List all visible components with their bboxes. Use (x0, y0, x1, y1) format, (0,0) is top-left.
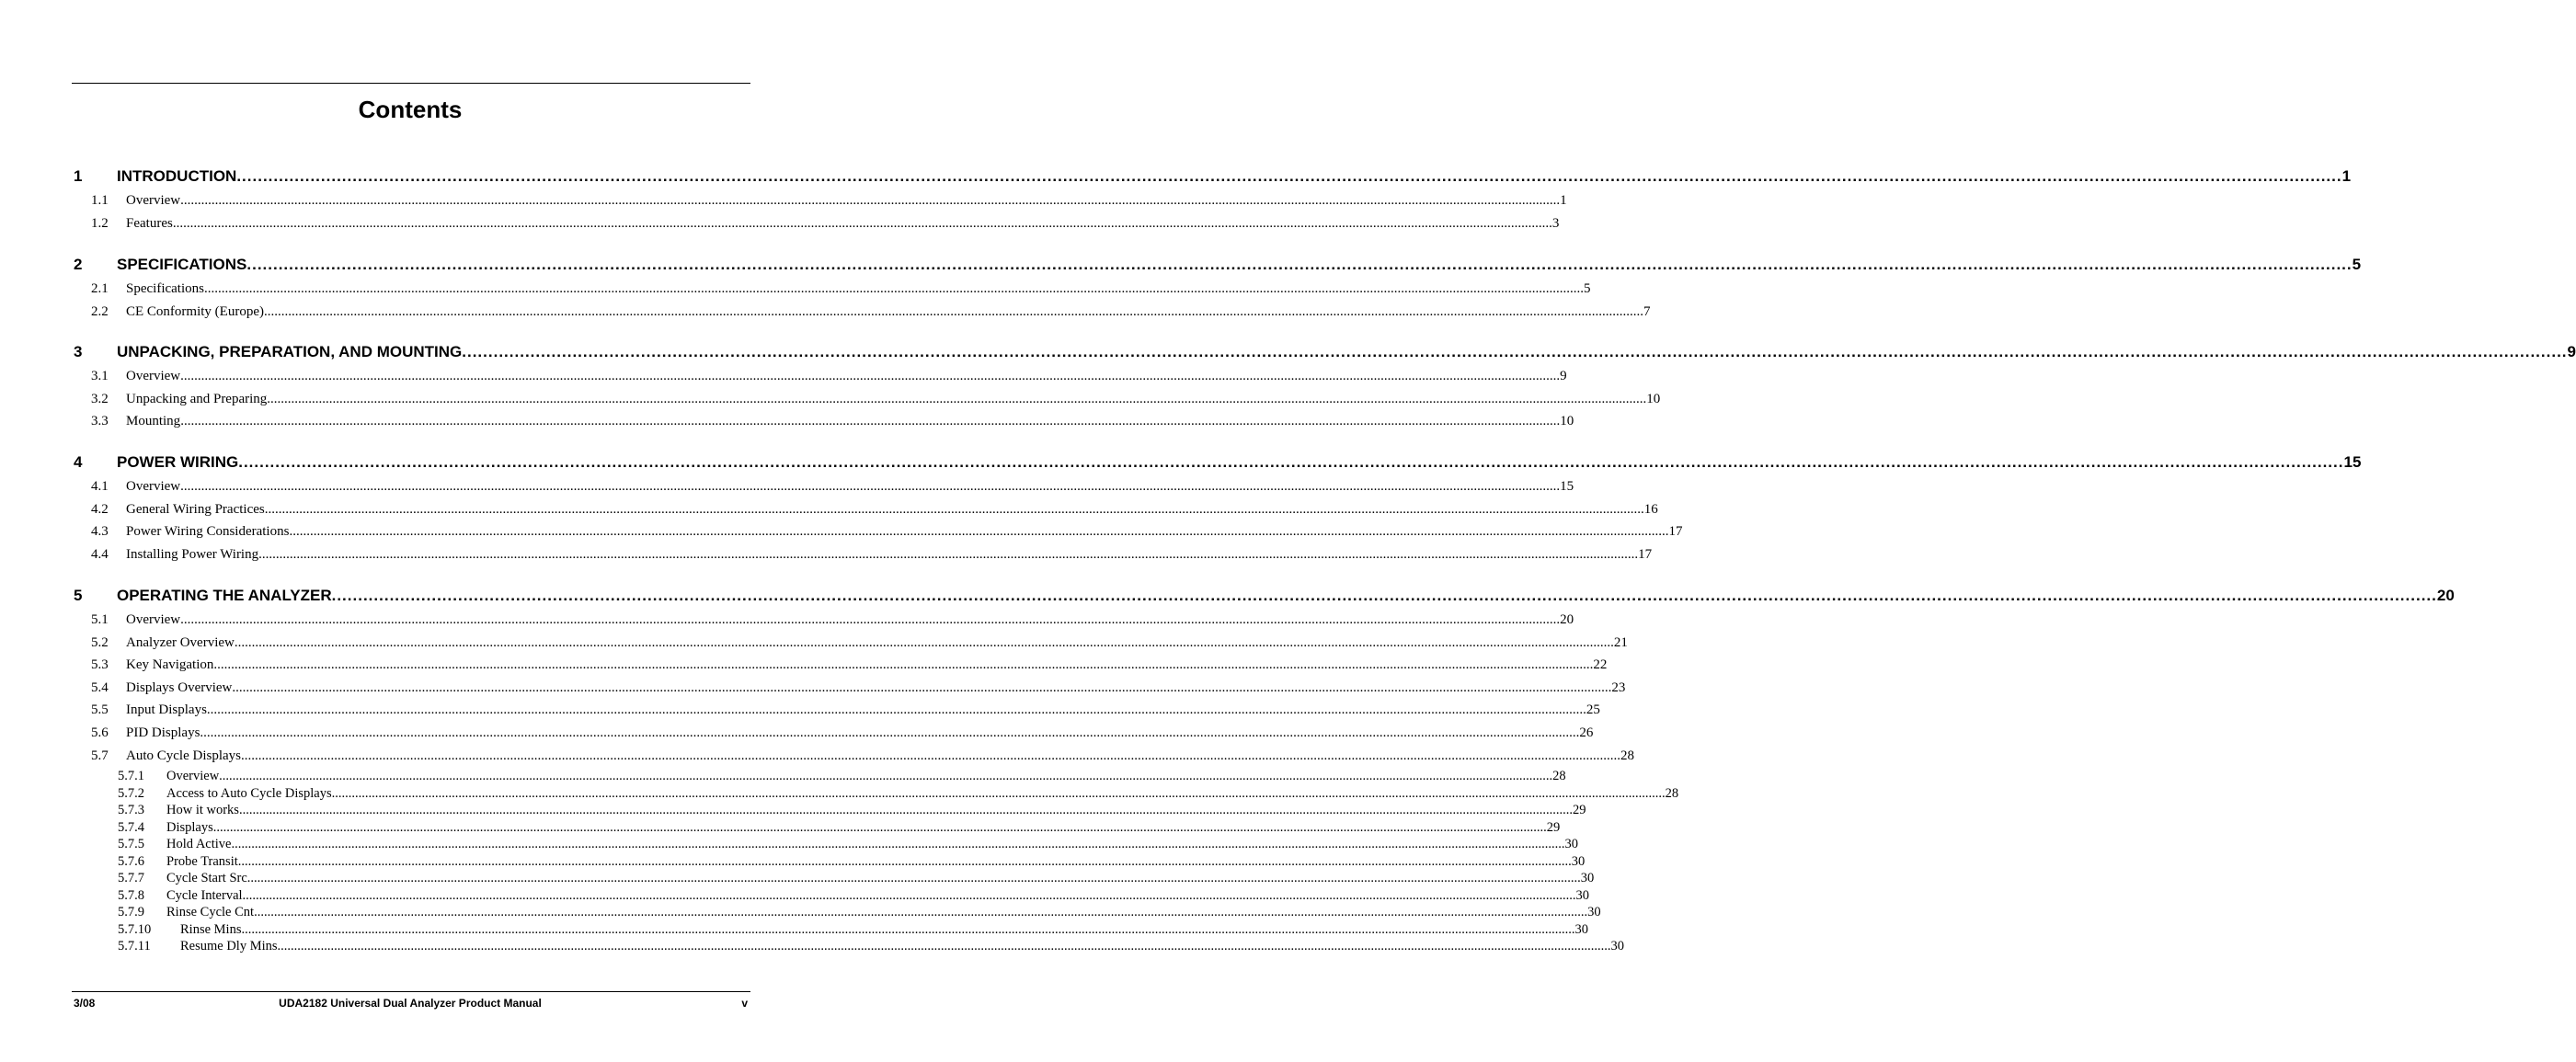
entry-number: 3 (74, 343, 83, 360)
dot-leader: ................................................................................................................................................................................................................................................................................................................................................................................................................ (242, 887, 1576, 903)
dot-leader: ................................................................................................................................................................................................................................................................................................................................................................................................................ (264, 501, 1644, 517)
toc-subsection[interactable] (118, 887, 1590, 904)
footer-manual-title: UDA2182 Universal Dual Analyzer Product Manual (279, 997, 542, 1010)
entry-number: 3.3 (91, 414, 109, 429)
dot-leader: ................................................................................................................................................................................................................................................................................................................................................................................................................ (263, 303, 1643, 319)
toc-subsection[interactable] (118, 905, 1601, 920)
entry-title: INTRODUCTION (117, 167, 237, 185)
dot-leader: ................................................................................................................................................................................................................................................................................................................................................................................................................ (219, 769, 1553, 784)
entry-number: 3.2 (91, 391, 109, 406)
entry-title: Rinse Cycle Cnt (166, 905, 255, 920)
entry-page-number: 23 (1611, 679, 1626, 695)
entry-number: 5.7.5 (118, 837, 144, 852)
entry-page-number: 5 (2352, 256, 2362, 273)
toc-section[interactable] (91, 391, 1661, 407)
entry-title: Overview (126, 479, 181, 494)
toc-chapter[interactable] (74, 453, 2362, 472)
dot-leader: ................................................................................................................................................................................................................................................................................................................................................................................................................ (231, 837, 1565, 852)
entry-number: 5.7.1 (118, 769, 144, 784)
entry-number: 3.1 (91, 369, 109, 383)
entry-number: 5.4 (91, 679, 109, 695)
dot-leader: ................................................................................................................................................................................................................................................................................................................................................................................................................ (232, 679, 1612, 695)
entry-title: Rinse Mins (180, 921, 242, 937)
entry-number: 5.7.8 (118, 887, 144, 903)
entry-number: 2 (74, 256, 83, 273)
dot-leader: ................................................................................................................................................................................................................................................................................................................................................................................................................ (180, 479, 1561, 494)
toc-subsection[interactable] (118, 803, 1586, 818)
entry-page-number: 26 (1579, 725, 1594, 740)
dot-leader: ................................................................................................................................................................................................................................................................................................................................................................................................................ (180, 193, 1561, 208)
entry-page-number: 29 (1546, 819, 1561, 835)
entry-title: Unpacking and Preparing (126, 391, 268, 406)
entry-page-number: 1 (1560, 193, 1567, 208)
dot-leader: ................................................................................................................................................................................................................................................................................................................................................................................................................ (241, 921, 1575, 937)
entry-title: Mounting (126, 414, 181, 429)
entry-title: Access to Auto Cycle Displays (166, 785, 332, 801)
dot-leader: ................................................................................................................................................................................................................................................................................................................................................................................................................ (246, 256, 2353, 273)
toc-section[interactable] (91, 612, 1574, 628)
dot-leader: ................................................................................................................................................................................................................................................................................................................................................................................................................ (180, 612, 1561, 627)
footer-date: 3/08 (74, 997, 96, 1010)
page-title: Contents (358, 96, 463, 123)
entry-number: 5.7.2 (118, 785, 144, 801)
entry-number: 5.7.9 (118, 905, 144, 920)
entry-title: Features (126, 215, 173, 231)
entry-page-number: 10 (1646, 391, 1661, 406)
entry-number: 5.7.3 (118, 803, 144, 818)
toc-section[interactable] (91, 634, 1628, 651)
footer-page-number: v (741, 997, 748, 1010)
toc-chapter[interactable] (74, 587, 2455, 605)
dot-leader: ................................................................................................................................................................................................................................................................................................................................................................................................................ (331, 587, 2437, 604)
dot-leader: ................................................................................................................................................................................................................................................................................................................................................................................................................ (236, 167, 2342, 185)
entry-page-number: 20 (2436, 587, 2455, 604)
entry-number: 5.7 (91, 748, 109, 763)
dot-leader: ................................................................................................................................................................................................................................................................................................................................................................................................................ (180, 369, 1561, 383)
entry-page-number: 30 (1571, 853, 1586, 869)
entry-page-number: 5 (1583, 281, 1591, 296)
top-rule (72, 83, 750, 84)
dot-leader: ................................................................................................................................................................................................................................................................................................................................................................................................................ (200, 725, 1580, 740)
toc-chapter[interactable] (74, 256, 2362, 274)
entry-title: How it works (166, 803, 239, 818)
entry-page-number: 30 (1574, 921, 1588, 937)
entry-page-number: 25 (1586, 702, 1600, 718)
entry-page-number: 30 (1587, 905, 1601, 920)
entry-number: 5.7.10 (118, 921, 152, 937)
toc-subsection[interactable] (118, 819, 1561, 836)
dot-leader: ................................................................................................................................................................................................................................................................................................................................................................................................................ (238, 803, 1573, 818)
entry-title: Probe Transit (166, 853, 238, 869)
entry-page-number: 10 (1560, 414, 1574, 429)
entry-number: 4.1 (91, 479, 109, 494)
entry-page-number: 22 (1593, 657, 1608, 673)
entry-title: Power Wiring Considerations (126, 524, 290, 540)
entry-number: 1.2 (91, 215, 109, 231)
entry-page-number: 17 (1638, 546, 1653, 562)
dot-leader: ................................................................................................................................................................................................................................................................................................................................................................................................................ (238, 453, 2344, 471)
toc-section[interactable] (91, 281, 1591, 297)
entry-number: 5.1 (91, 612, 109, 627)
toc-section[interactable] (91, 215, 1560, 232)
toc-subsection[interactable] (118, 837, 1578, 852)
entry-number: 4.2 (91, 501, 109, 517)
entry-title: Key Navigation (126, 657, 214, 673)
dot-leader: ................................................................................................................................................................................................................................................................................................................................................................................................................ (246, 871, 1581, 886)
entry-title: Auto Cycle Displays (126, 748, 241, 763)
entry-number: 5 (74, 587, 83, 604)
toc-subsection[interactable] (118, 853, 1586, 870)
dot-leader: ................................................................................................................................................................................................................................................................................................................................................................................................................ (180, 414, 1561, 429)
entry-number: 5.7.4 (118, 819, 144, 835)
entry-title: OPERATING THE ANALYZER (117, 587, 332, 604)
entry-number: 4.3 (91, 524, 109, 540)
entry-number: 5.5 (91, 702, 109, 718)
entry-title: Input Displays (126, 702, 207, 718)
toc-section[interactable] (91, 679, 1626, 696)
entry-title: Cycle Start Src (166, 871, 247, 886)
entry-title: Displays (166, 819, 213, 835)
entry-title: CE Conformity (Europe) (126, 303, 264, 319)
entry-title: Displays Overview (126, 679, 233, 695)
entry-page-number: 3 (1551, 215, 1560, 231)
dot-leader: ................................................................................................................................................................................................................................................................................................................................................................................................................ (258, 546, 1639, 562)
toc-section[interactable] (91, 479, 1574, 495)
toc-subsection[interactable] (118, 769, 1566, 784)
dot-leader: ................................................................................................................................................................................................................................................................................................................................................................................................................ (462, 343, 2568, 360)
toc-section[interactable] (91, 524, 1683, 540)
toc-section[interactable] (91, 546, 1653, 563)
entry-page-number: 30 (1610, 939, 1625, 954)
entry-page-number: 28 (1552, 769, 1566, 784)
entry-page-number: 28 (1665, 785, 1679, 801)
entry-number: 1.1 (91, 193, 109, 208)
entry-page-number: 30 (1575, 887, 1590, 903)
toc-section[interactable] (91, 193, 1567, 209)
entry-number: 5.2 (91, 634, 109, 650)
entry-page-number: 17 (1668, 524, 1683, 540)
entry-title: SPECIFICATIONS (117, 256, 247, 273)
entry-title: UNPACKING, PREPARATION, AND MOUNTING (117, 343, 463, 360)
toc-section[interactable] (91, 501, 1658, 518)
dot-leader: ................................................................................................................................................................................................................................................................................................................................................................................................................ (241, 748, 1620, 763)
toc-subsection[interactable] (118, 871, 1595, 886)
footer-rule (72, 991, 750, 992)
dot-leader: ................................................................................................................................................................................................................................................................................................................................................................................................................ (212, 819, 1547, 835)
entry-title: Specifications (126, 281, 204, 296)
entry-number: 5.3 (91, 657, 109, 673)
entry-title: PID Displays (126, 725, 200, 740)
entry-title: Overview (166, 769, 220, 784)
entry-title: General Wiring Practices (126, 501, 265, 517)
toc-section[interactable] (91, 369, 1567, 384)
entry-page-number: 7 (1643, 303, 1651, 319)
entry-page-number: 29 (1572, 803, 1586, 818)
toc-section[interactable] (91, 748, 1634, 764)
entry-title: POWER WIRING (117, 453, 239, 471)
entry-title: Resume Dly Mins (180, 939, 278, 954)
dot-leader: ................................................................................................................................................................................................................................................................................................................................................................................................................ (289, 524, 1669, 540)
dot-leader: ................................................................................................................................................................................................................................................................................................................................................................................................................ (277, 939, 1611, 954)
entry-title: Overview (126, 612, 181, 627)
entry-title: Analyzer Overview (126, 634, 235, 650)
entry-page-number: 9 (1560, 369, 1567, 383)
entry-page-number: 21 (1613, 634, 1628, 650)
toc-section[interactable] (91, 303, 1651, 320)
toc-subsection[interactable] (118, 939, 1625, 954)
entry-number: 4.4 (91, 546, 109, 562)
dot-leader: ................................................................................................................................................................................................................................................................................................................................................................................................................ (206, 702, 1586, 718)
entry-number: 5.7.11 (118, 939, 151, 954)
entry-title: Overview (126, 193, 181, 208)
toc-section[interactable] (91, 702, 1600, 718)
entry-page-number: 15 (2343, 453, 2362, 471)
entry-title: Installing Power Wiring (126, 546, 259, 562)
dot-leader: ................................................................................................................................................................................................................................................................................................................................................................................................................ (254, 905, 1588, 920)
entry-number: 5.7.6 (118, 853, 144, 869)
entry-title: Cycle Interval (166, 887, 243, 903)
entry-page-number: 20 (1560, 612, 1574, 627)
entry-number: 2.1 (91, 281, 109, 296)
toc-section[interactable] (91, 725, 1594, 741)
entry-page-number: 16 (1643, 501, 1658, 517)
dot-leader: ................................................................................................................................................................................................................................................................................................................................................................................................................ (267, 391, 1647, 406)
entry-title: Hold Active (166, 837, 232, 852)
dot-leader: ................................................................................................................................................................................................................................................................................................................................................................................................................ (213, 657, 1594, 673)
entry-number: 5.7.7 (118, 871, 144, 886)
toc-section[interactable] (91, 657, 1608, 673)
entry-title: Overview (126, 369, 181, 383)
entry-number: 2.2 (91, 303, 109, 319)
toc-chapter[interactable] (74, 167, 2352, 186)
entry-page-number: 28 (1620, 748, 1634, 763)
entry-number: 4 (74, 453, 83, 471)
entry-number: 5.6 (91, 725, 109, 740)
entry-page-number: 1 (2341, 167, 2352, 185)
toc-section[interactable] (91, 414, 1574, 429)
entry-page-number: 30 (1564, 837, 1578, 852)
toc-chapter[interactable] (74, 343, 2576, 361)
entry-number: 1 (74, 167, 83, 185)
dot-leader: ................................................................................................................................................................................................................................................................................................................................................................................................................ (237, 853, 1572, 869)
dot-leader: ................................................................................................................................................................................................................................................................................................................................................................................................................ (203, 281, 1584, 296)
entry-page-number: 9 (2567, 343, 2576, 360)
entry-page-number: 30 (1580, 871, 1595, 886)
dot-leader: ................................................................................................................................................................................................................................................................................................................................................................................................................ (172, 215, 1552, 231)
dot-leader: ................................................................................................................................................................................................................................................................................................................................................................................................................ (331, 785, 1666, 801)
toc-subsection[interactable] (118, 785, 1679, 802)
toc-subsection[interactable] (118, 921, 1588, 938)
entry-page-number: 15 (1560, 479, 1574, 494)
dot-leader: ................................................................................................................................................................................................................................................................................................................................................................................................................ (234, 634, 1614, 650)
